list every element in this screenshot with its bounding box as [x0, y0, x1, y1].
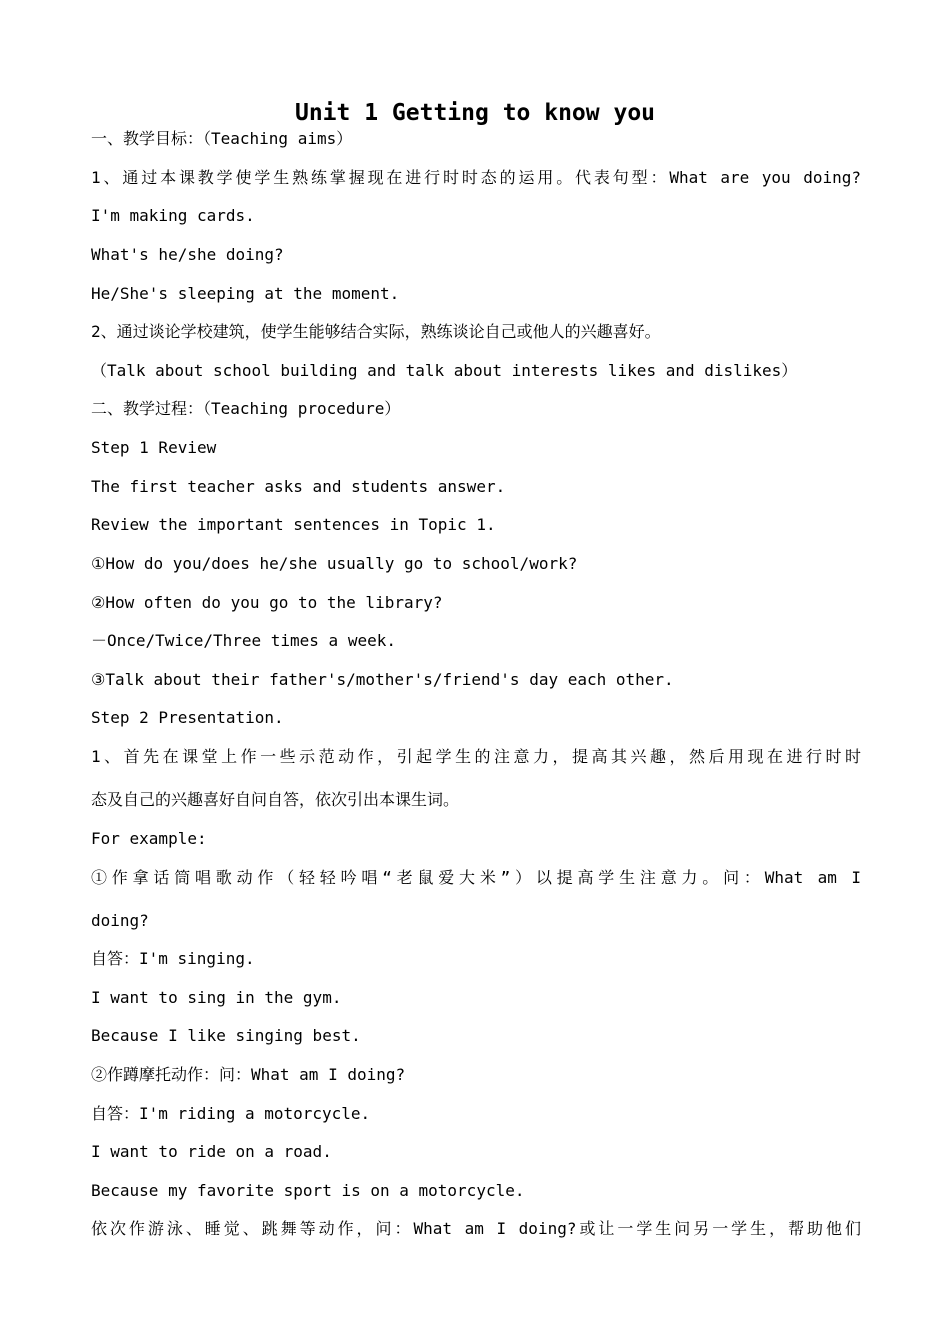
aim-2-text: 2、通过谈论学校建筑，使学生能够结合实际，熟练谈论自己或他人的兴趣喜好。 — [91, 322, 661, 341]
example-sentence: What's he/she doing? — [91, 245, 284, 264]
example-1-text: doing? — [91, 911, 149, 930]
example-1-text: ①作拿话筒唱歌动作（轻轻吟唱“老鼠爱大米”）以提高学生注意力。问：What am I — [91, 868, 861, 887]
document-title: Unit 1 Getting to know you — [294, 100, 656, 126]
paragraph-line: I want to sing in the gym. — [91, 988, 342, 1007]
step-2-heading: Step 2 Presentation. — [91, 708, 284, 727]
self-answer: 自答：I'm singing. — [91, 949, 255, 968]
paragraph-line: Because I like singing best. — [91, 1026, 361, 1045]
presentation-text: 态及自己的兴趣喜好自问自答，依次引出本课生词。 — [91, 790, 460, 809]
paragraph-line: 依次作游泳、睡觉、跳舞等动作，问：What am I doing?或让一学生问另一学生，帮助他们 — [91, 1219, 861, 1238]
for-example-label: For example: — [91, 829, 207, 848]
review-item-1: ①How do you/does he/she usually go to school/work? — [91, 554, 578, 573]
heading-teaching-procedure: 二、教学过程：（Teaching procedure） — [91, 399, 401, 418]
review-item-3: ③Talk about their father's/mother's/friend's day each other. — [91, 670, 674, 689]
paragraph-line: Review the important sentences in Topic 1. — [91, 515, 496, 534]
paragraph-line: I want to ride on a road. — [91, 1142, 332, 1161]
heading-teaching-aims: 一、教学目标：（Teaching aims） — [91, 129, 353, 148]
example-2-text: ②作蹲摩托动作：问：What am I doing? — [91, 1065, 406, 1084]
self-answer: 自答：I'm riding a motorcycle. — [91, 1104, 371, 1123]
example-sentence: I'm making cards. — [91, 206, 255, 225]
paragraph-line: Because my favorite sport is on a motorcycle. — [91, 1181, 525, 1200]
aim-2-translation: （Talk about school building and talk about interests likes and dislikes） — [91, 361, 798, 380]
paragraph-line: The first teacher asks and students answer. — [91, 477, 506, 496]
review-answer: －Once/Twice/Three times a week. — [91, 631, 396, 650]
review-item-2: ②How often do you go to the library? — [91, 593, 443, 612]
example-sentence: He/She's sleeping at the moment. — [91, 284, 400, 303]
presentation-text: 1、首先在课堂上作一些示范动作，引起学生的注意力，提高其兴趣，然后用现在进行时时 — [91, 747, 861, 766]
aim-1-text: 1、通过本课教学使学生熟练掌握现在进行时时态的运用。代表句型：What are you doing? — [91, 168, 861, 187]
step-1-heading: Step 1 Review — [91, 438, 217, 457]
